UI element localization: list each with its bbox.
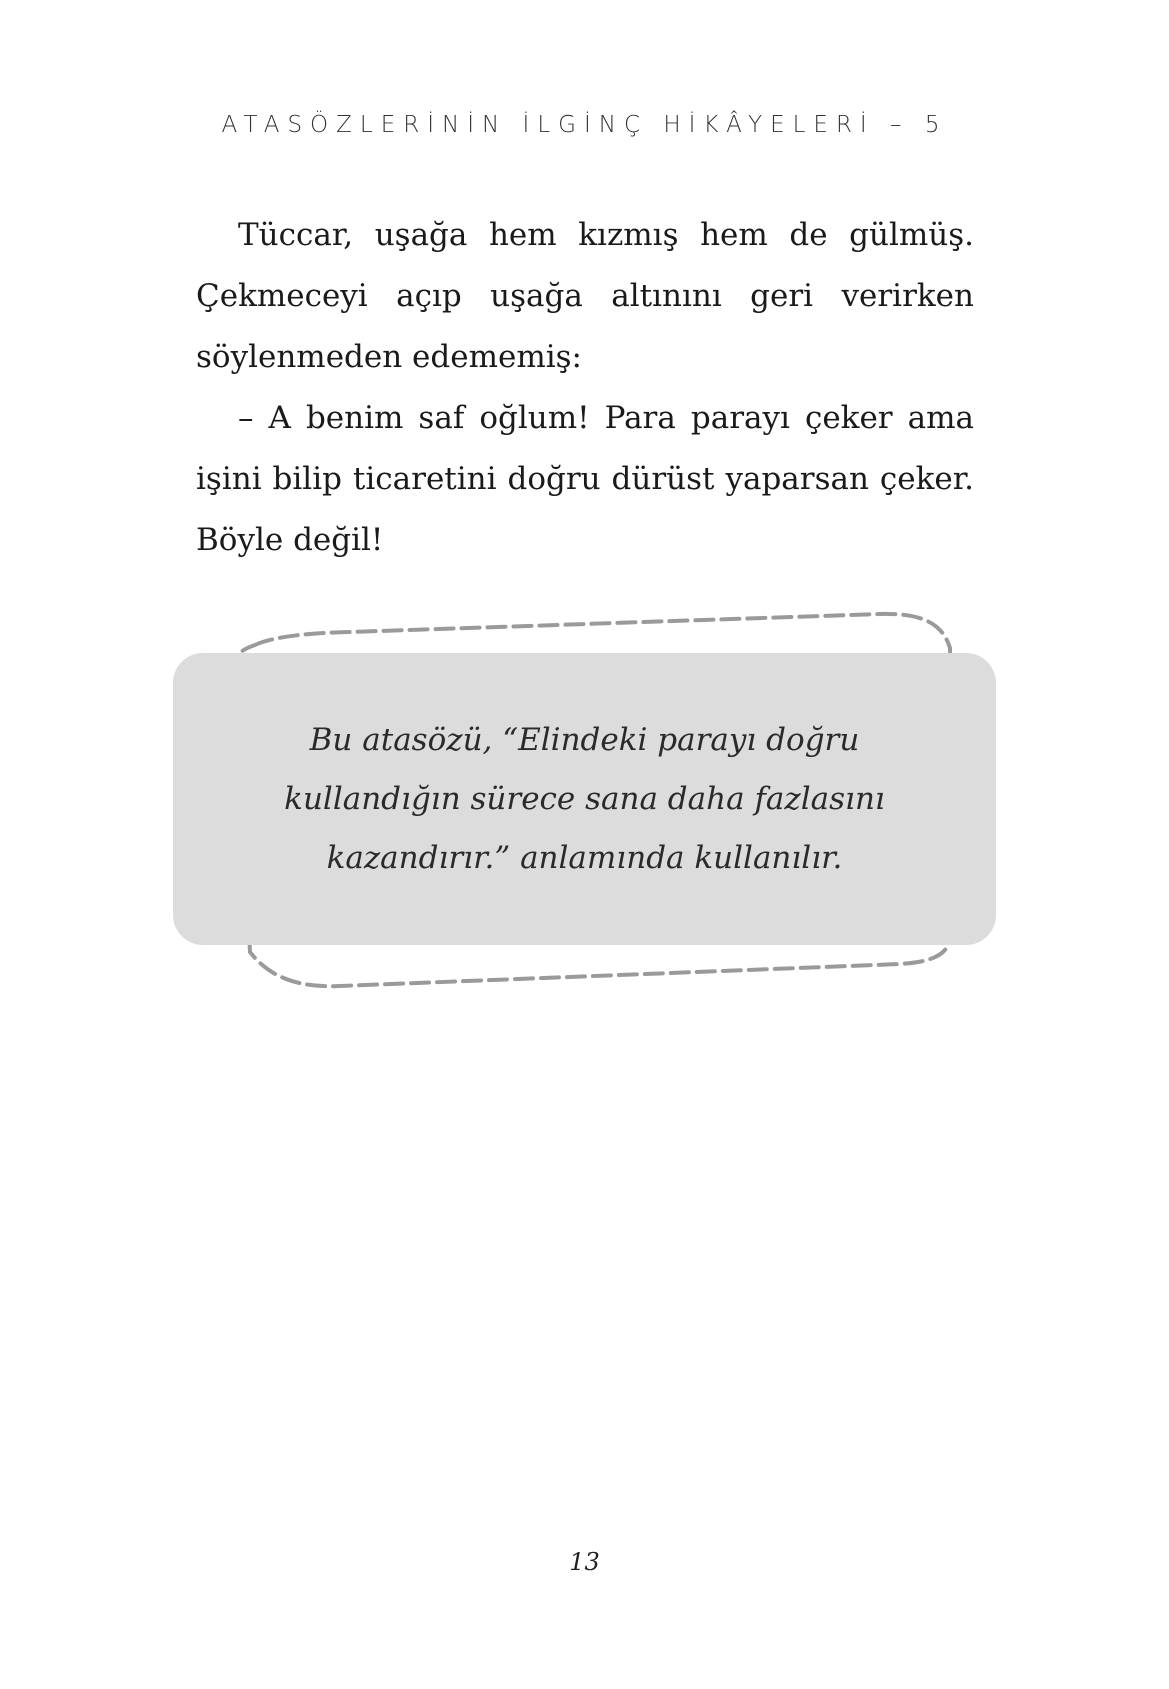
page-number: 13	[569, 1548, 600, 1576]
paragraph: – A benim saf oğlum! Para parayı çeker ama işini bilip ticaretini doğru dürüst yaparsan çeker. Böyle değil!	[196, 400, 974, 558]
proverb-meaning: Bu atasözü, “Elindeki parayı doğru kullandığın sürece sana daha fazlasını kazandırır.” anlamında kullanılır.	[284, 721, 885, 876]
proverb-note-box	[173, 653, 996, 945]
paragraph: Tüccar, uşağa hem kızmış hem de gülmüş. Çekmeceyi açıp uşağa altınını geri verirken söylenmeden edememiş:	[196, 217, 974, 375]
story-text	[196, 205, 974, 571]
running-header: ATASÖZLERİNİN İLGİNÇ HİKÂYELERİ – 5	[221, 112, 948, 138]
